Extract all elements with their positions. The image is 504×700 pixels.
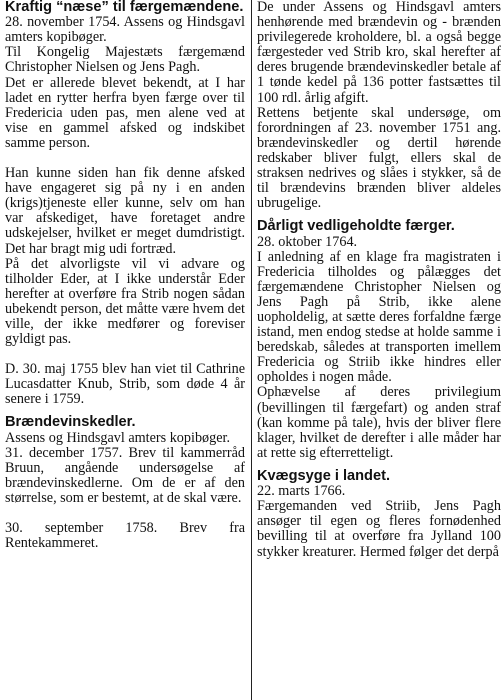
paragraph: Det er allerede blevet bekendt, at I har ladet en rytter herfra byen færge over til Fredericia uden pas, men alene ved at vise en gammel afsked og indskibet samme person. xyxy=(5,74,245,151)
paragraph: 30. september 1758. Brev fra Rentekammeret. xyxy=(5,520,245,552)
column-divider xyxy=(251,0,252,700)
paragraph: På det alvorligste vil vi advare og tilholder Eder, at I ikke understår Eder herefter at overføre fra Strib nogen sådan ubekendt person, det måtte være hvem det ville, der ikke medfører og foreviser gyldigt pas. xyxy=(5,255,245,348)
left-column xyxy=(5,0,245,551)
heading-daarligt-vedligeholdte: Dårligt vedligeholdte færger. xyxy=(257,218,455,235)
paragraph: 31. december 1757. Brev til kammerråd Bruun, angående undersøgelse af brændevinskedlerne. Om de er af den størrelse, som er bestemt, at de skal være. xyxy=(5,444,245,507)
paragraph: 28. oktober 1764. xyxy=(257,233,358,250)
paragraph: 28. november 1754. Assens og Hindsgavl amters kopibøger. xyxy=(5,14,245,46)
heading-kraftig-naese: Kraftig “næse” til færgemændene. xyxy=(5,0,244,15)
paragraph: Til Kongelig Majestæts færgemænd Christopher Nielsen og Jens Pagh. xyxy=(5,44,245,76)
paragraph: Færgemanden ved Striib, Jens Pagh ansøger til egen og fleres fornødenhed bevilling til at overføre fra Jylland 100 stykker kreaturer. Hermed følger det derpå xyxy=(257,498,501,560)
paragraph: Han kunne siden han fik denne afsked have engageret sig på ny i en anden (krigs)tjeneste eller kunne, selv om han var afskediget, have foretaget andre udskejelser, hvilket er meget dumdristigt. Det har bragt mig udi fortræd. xyxy=(5,165,245,257)
heading-braendevinskedler: Brændevinskedler. xyxy=(5,414,136,431)
paragraph: 22. marts 1766. xyxy=(257,483,346,500)
paragraph: D. 30. maj 1755 blev han viet til Cathrine Lucasdatter Knub, Strib, som døde 4 år senere i 1759. xyxy=(5,361,245,408)
paragraph: De under Assens og Hindsgavl amters henhørende med brændevin og - brænden privilegerede kroholdere, bl. a også begge færgesteder ved Strib kro, skal herefter af deres brugende brændevinskedler betale af 1 tønde kedel på 136 potter fastsættes til 100 rdl. årlig afgift. xyxy=(257,0,501,106)
paragraph: Assens og Hindsgavl amters kopibøger. xyxy=(5,429,231,446)
paragraph: I anledning af en klage fra magistraten i Fredericia tilholdes og pålægges det færgemændene Christopher Nielsen og Jens Pagh på Strib, ikke alene uopholdelig, at sætte deres forfaldne færge istand, men endog stedse at holde samme i beredskab, således at transporten imellem Fredericia og Striib ikke hindres eller opholdes i nogen måde. xyxy=(257,248,501,386)
paragraph: Ophævelse af deres privilegium (bevillingen til færgefart) og anden straf (kan komme på tale), hvis der bliver flere klager, hvilket de derefter i alle måder har at rette sig efterretteligt. xyxy=(257,384,501,461)
paragraph: Rettens betjente skal undersøge, om forordningen af 23. november 1751 ang. brændevinskedler og dertil hørende redskaber bliver fulgt, ellers skal de straksen nedrives og slåes i stykker, så de til brændevins brænden bliver aldeles ubrugelige. xyxy=(257,104,501,212)
right-column xyxy=(257,0,501,560)
heading-kvaegsyge: Kvægsyge i landet. xyxy=(257,467,391,484)
